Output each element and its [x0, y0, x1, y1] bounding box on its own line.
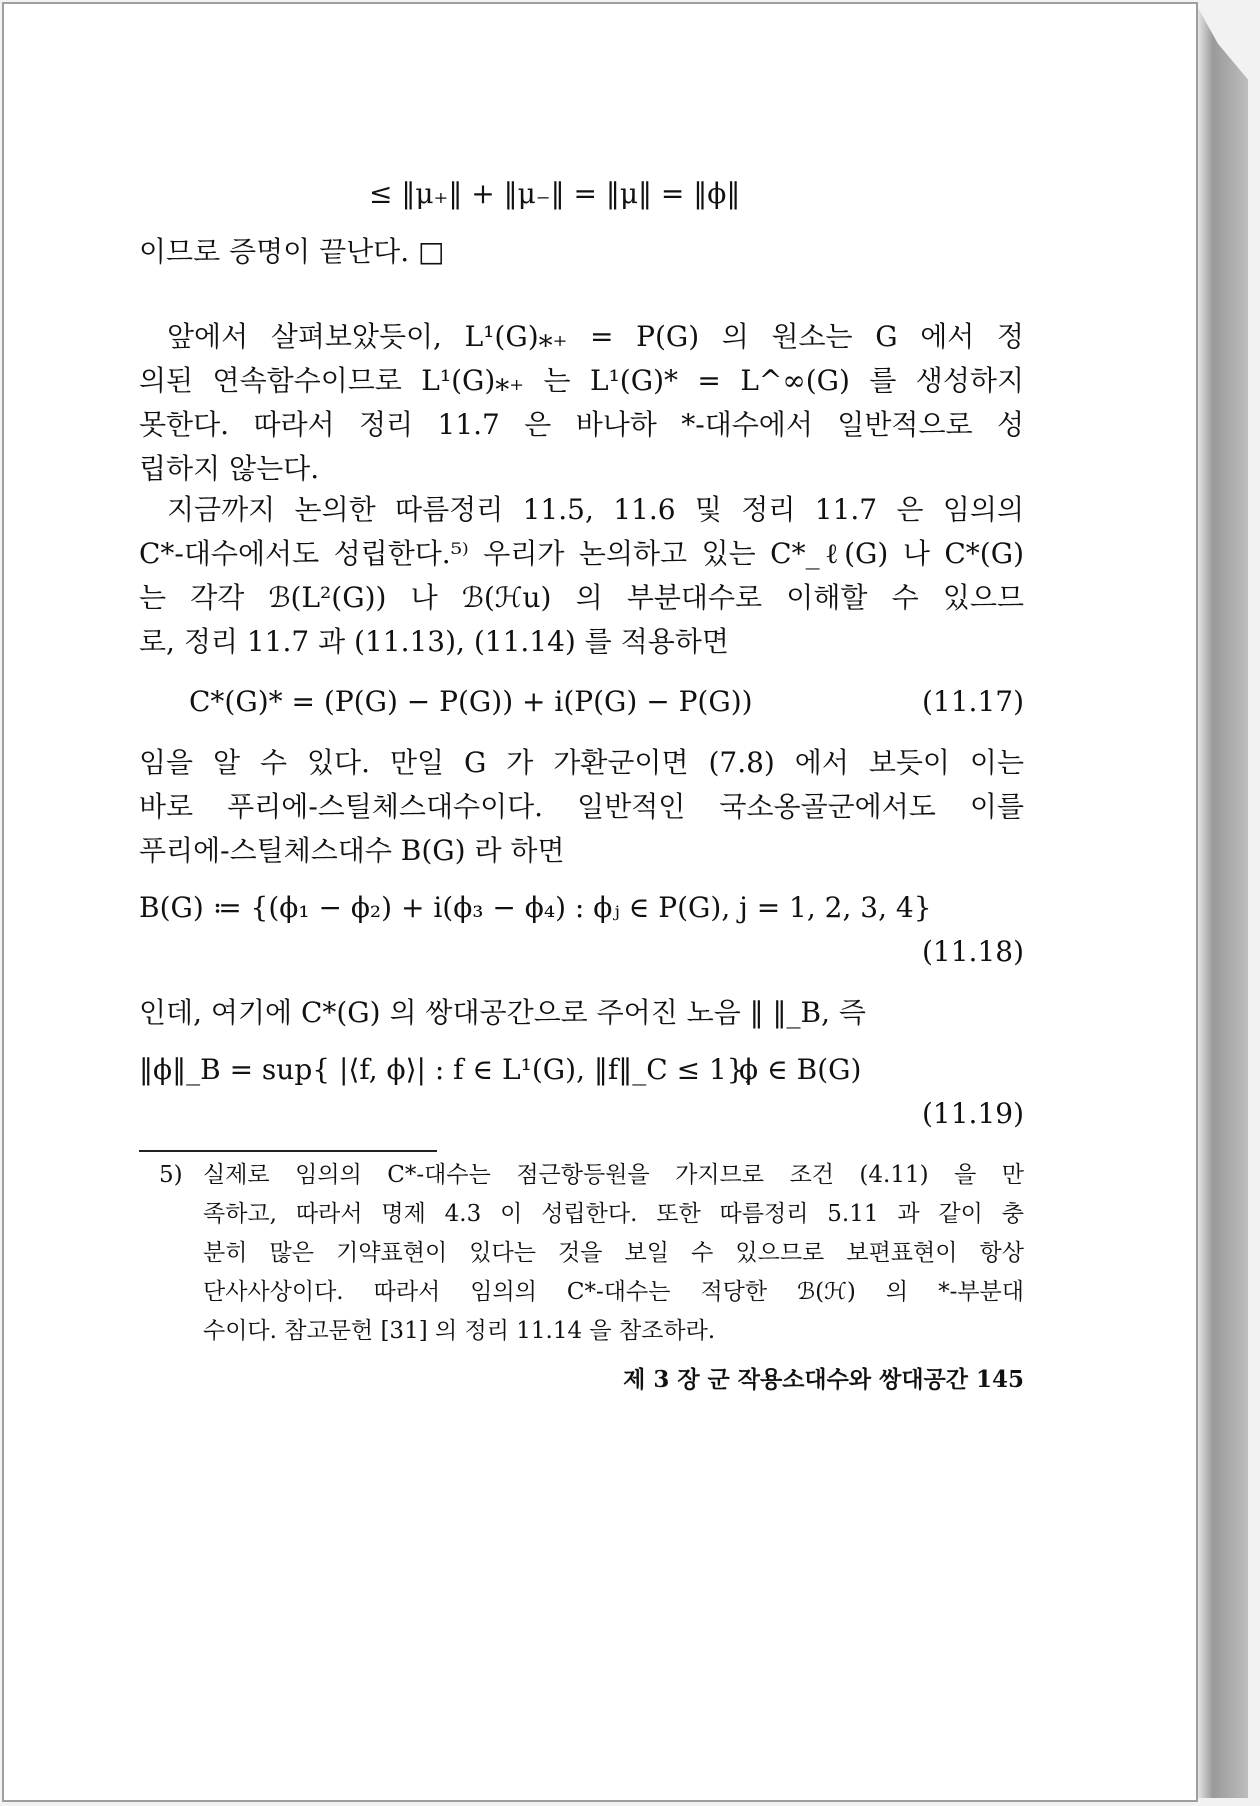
footnote-line-3: 분히 많은 기약표현이 있다는 것을 보일 수 있으므로 보편표현이 항상 [203, 1240, 1024, 1266]
equation-11-17-number: (11.17) [921, 685, 1024, 718]
book-page [2, 2, 1198, 1802]
page-footer-running-head: 제 3 장 군 작용소대수와 쌍대공간 145 [623, 1366, 1024, 1393]
footnote [139, 1156, 1024, 1356]
paragraph-4-line-2: 바로 푸리에-스틸체스대수이다. 일반적인 국소옹골군에서도 이를 [139, 790, 1024, 823]
paragraph-3-line-4: 로, 정리 11.7 과 (11.13), (11.14) 를 적용하면 [139, 625, 729, 658]
paragraph-2-line-2: 의된 연속함수이므로 L¹(G)⁎₊ 는 L¹(G)* = L^∞(G) 를 생성하지 [139, 364, 1024, 397]
footnote-line-5: 수이다. 참고문헌 [31] 의 정리 11.14 을 참조하라. [203, 1318, 716, 1344]
proof-end-line: 이므로 증명이 끝난다. □ [139, 235, 445, 268]
equation-11-19-body: ‖ϕ‖_B = sup{ |⟨f, ϕ⟩| : f ∈ L¹(G), ‖f‖_C ≤ 1}, [139, 1053, 754, 1086]
paragraph-3-line-1: 지금까지 논의한 따름정리 11.5, 11.6 및 정리 11.7 은 임의의 [167, 493, 1024, 526]
paragraph-4-line-1: 임을 알 수 있다. 만일 G 가 가환군이면 (7.8) 에서 보듯이 이는 [139, 746, 1024, 779]
paragraph-2-line-4: 립하지 않는다. [139, 452, 320, 485]
paragraph-5-line-1: 인데, 여기에 C*(G) 의 쌍대공간으로 주어진 노음 ‖ ‖_B, 즉 [139, 996, 866, 1029]
paragraph-3-line-2: C*-대수에서도 성립한다.⁵⁾ 우리가 논의하고 있는 C*_ℓ(G) 나 C*(G) [139, 537, 1024, 570]
paragraph-2-line-3: 못한다. 따라서 정리 11.7 은 바나하 *-대수에서 일반적으로 성 [139, 408, 1024, 441]
footnote-label: 5) [159, 1162, 183, 1188]
paragraph-2-line-1: 앞에서 살펴보았듯이, L¹(G)⁎₊ = P(G) 의 원소는 G 에서 정 [167, 320, 1024, 353]
footnote-line-4: 단사사상이다. 따라서 임의의 C*-대수는 적당한 ℬ(ℋ) 의 *-부분대 [203, 1279, 1024, 1305]
footnote-line-1: 실제로 임의의 C*-대수는 점근항등원을 가지므로 조건 (4.11) 을 만 [203, 1162, 1024, 1188]
equation-11-17-body: C*(G)* = (P(G) − P(G)) + i(P(G) − P(G)) [189, 685, 753, 718]
footnote-divider [139, 1150, 437, 1152]
paragraph-4-line-3: 푸리에-스틸체스대수 B(G) 라 하면 [139, 834, 565, 867]
book-spine-shadow [1198, 8, 1248, 1798]
footnote-line-2: 족하고, 따라서 명제 4.3 이 성립한다. 또한 따름정리 5.11 과 같이 충 [203, 1201, 1024, 1227]
equation-11-19-number: (11.19) [921, 1097, 1024, 1130]
equation-norm-inequality: ≤ ‖μ₊‖ + ‖μ₋‖ = ‖μ‖ = ‖ϕ‖ [369, 177, 741, 210]
equation-11-18-body: B(G) ≔ {(ϕ₁ − ϕ₂) + i(ϕ₃ − ϕ₄) : ϕⱼ ∈ P(G), j = 1, 2, 3, 4} [139, 891, 932, 924]
equation-11-19-right: ϕ ∈ B(G) [739, 1053, 862, 1086]
paragraph-3-line-3: 는 각각 ℬ(L²(G)) 나 ℬ(ℋu) 의 부분대수로 이해할 수 있으므 [139, 581, 1024, 614]
equation-11-18-number: (11.18) [921, 935, 1024, 968]
